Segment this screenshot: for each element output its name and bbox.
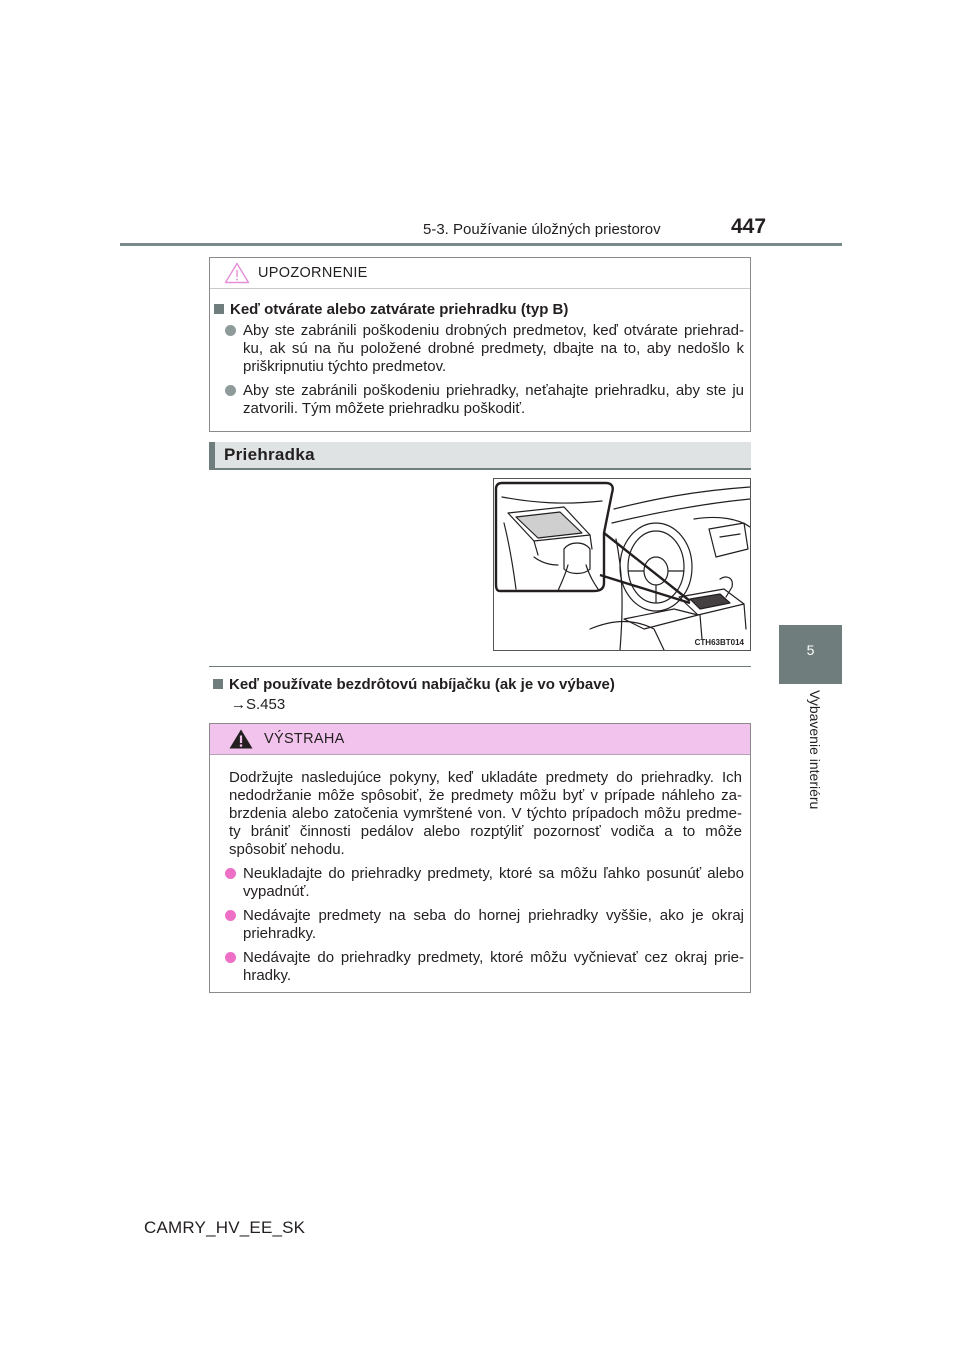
warning-bullet (210, 865, 750, 901)
footer-model-code: CAMRY_HV_EE_SK (144, 1218, 306, 1237)
section-title: Priehradka (224, 445, 315, 464)
wireless-charger-heading-text: Keď používate bezdrôtovú nabíjačku (ak je vo výbave) (229, 676, 615, 693)
round-bullet-icon (225, 385, 236, 396)
header-divider (120, 243, 842, 246)
square-bullet-icon (213, 679, 223, 689)
figure-code: CTH63BT014 (694, 638, 744, 647)
caution-title: UPOZORNENIE (258, 265, 368, 281)
warning-bullet-text: Nedávajte do priehradky predmety, ktoré môžu vyčnievať cez okraj prie-hradky. (243, 949, 744, 984)
square-bullet-icon (214, 304, 224, 314)
caution-header (210, 258, 750, 289)
warning-bullet-text: Neukladajte do priehradky predmety, ktoré sa môžu ľahko posunúť alebo vypadnúť. (243, 865, 744, 900)
page-number: 447 (731, 215, 767, 238)
page-reference-link[interactable]: →S.453 (231, 696, 286, 713)
warning-header (210, 724, 750, 755)
section-accent (209, 442, 215, 470)
round-bullet-icon (225, 868, 236, 879)
caution-subheading (210, 301, 750, 318)
warning-intro: Dodržujte nasledujúce pokyny, keď ukladáte predmety do priehradky. Ich nedodržanie môže spôsobiť, že predmety môžu byť v prípade náhleho za-brzdenia alebo zatočenia vymrštené von. V týchto prípadoch môžu predme-ty brániť činnosti pedálov alebo rozptýliť pozornosť vodiča a to môže spôsobiť nehodu. (229, 769, 742, 858)
warning-bullet-text: Nedávajte predmety na seba do hornej priehradky vyššie, ako je okraj priehradky. (243, 907, 744, 942)
caution-bullet-text: Aby ste zabránili poškodeniu drobných predmetov, keď otvárate priehrad-ku, ak sú na ňu položené drobné predmety, dbajte na to, aby nedošlo k priškripnutiu týchto predmetov. (243, 322, 744, 375)
caution-bullet (210, 322, 750, 376)
section-heading-bar (209, 442, 751, 470)
wireless-charger-heading (209, 676, 771, 693)
running-header-section: 5-3. Používanie úložných priestorov (423, 221, 661, 238)
console-tray-drawing (494, 479, 750, 650)
round-bullet-icon (225, 910, 236, 921)
console-tray-illustration (493, 478, 751, 651)
caution-subheading-text: Keď otvárate alebo zatvárate priehradku (typ B) (230, 301, 569, 318)
warning-title: VÝSTRAHA (264, 731, 345, 747)
caution-box (209, 257, 751, 432)
warning-bullet (210, 949, 750, 985)
round-bullet-icon (225, 325, 236, 336)
chapter-number: 5 (806, 642, 815, 658)
warning-triangle-icon (228, 728, 254, 750)
caution-triangle-icon (224, 262, 250, 284)
caution-bullet-text: Aby ste zabránili poškodeniu priehradky, neťahajte priehradku, aby ste ju zatvorili. Tým môžete priehradku poškodiť. (243, 382, 744, 417)
warning-bullet (210, 907, 750, 943)
subsection-divider (209, 666, 751, 667)
caution-bullet (210, 382, 750, 418)
chapter-label: Vybavenie interiéru (807, 690, 823, 810)
round-bullet-icon (225, 952, 236, 963)
warning-box (209, 723, 751, 993)
